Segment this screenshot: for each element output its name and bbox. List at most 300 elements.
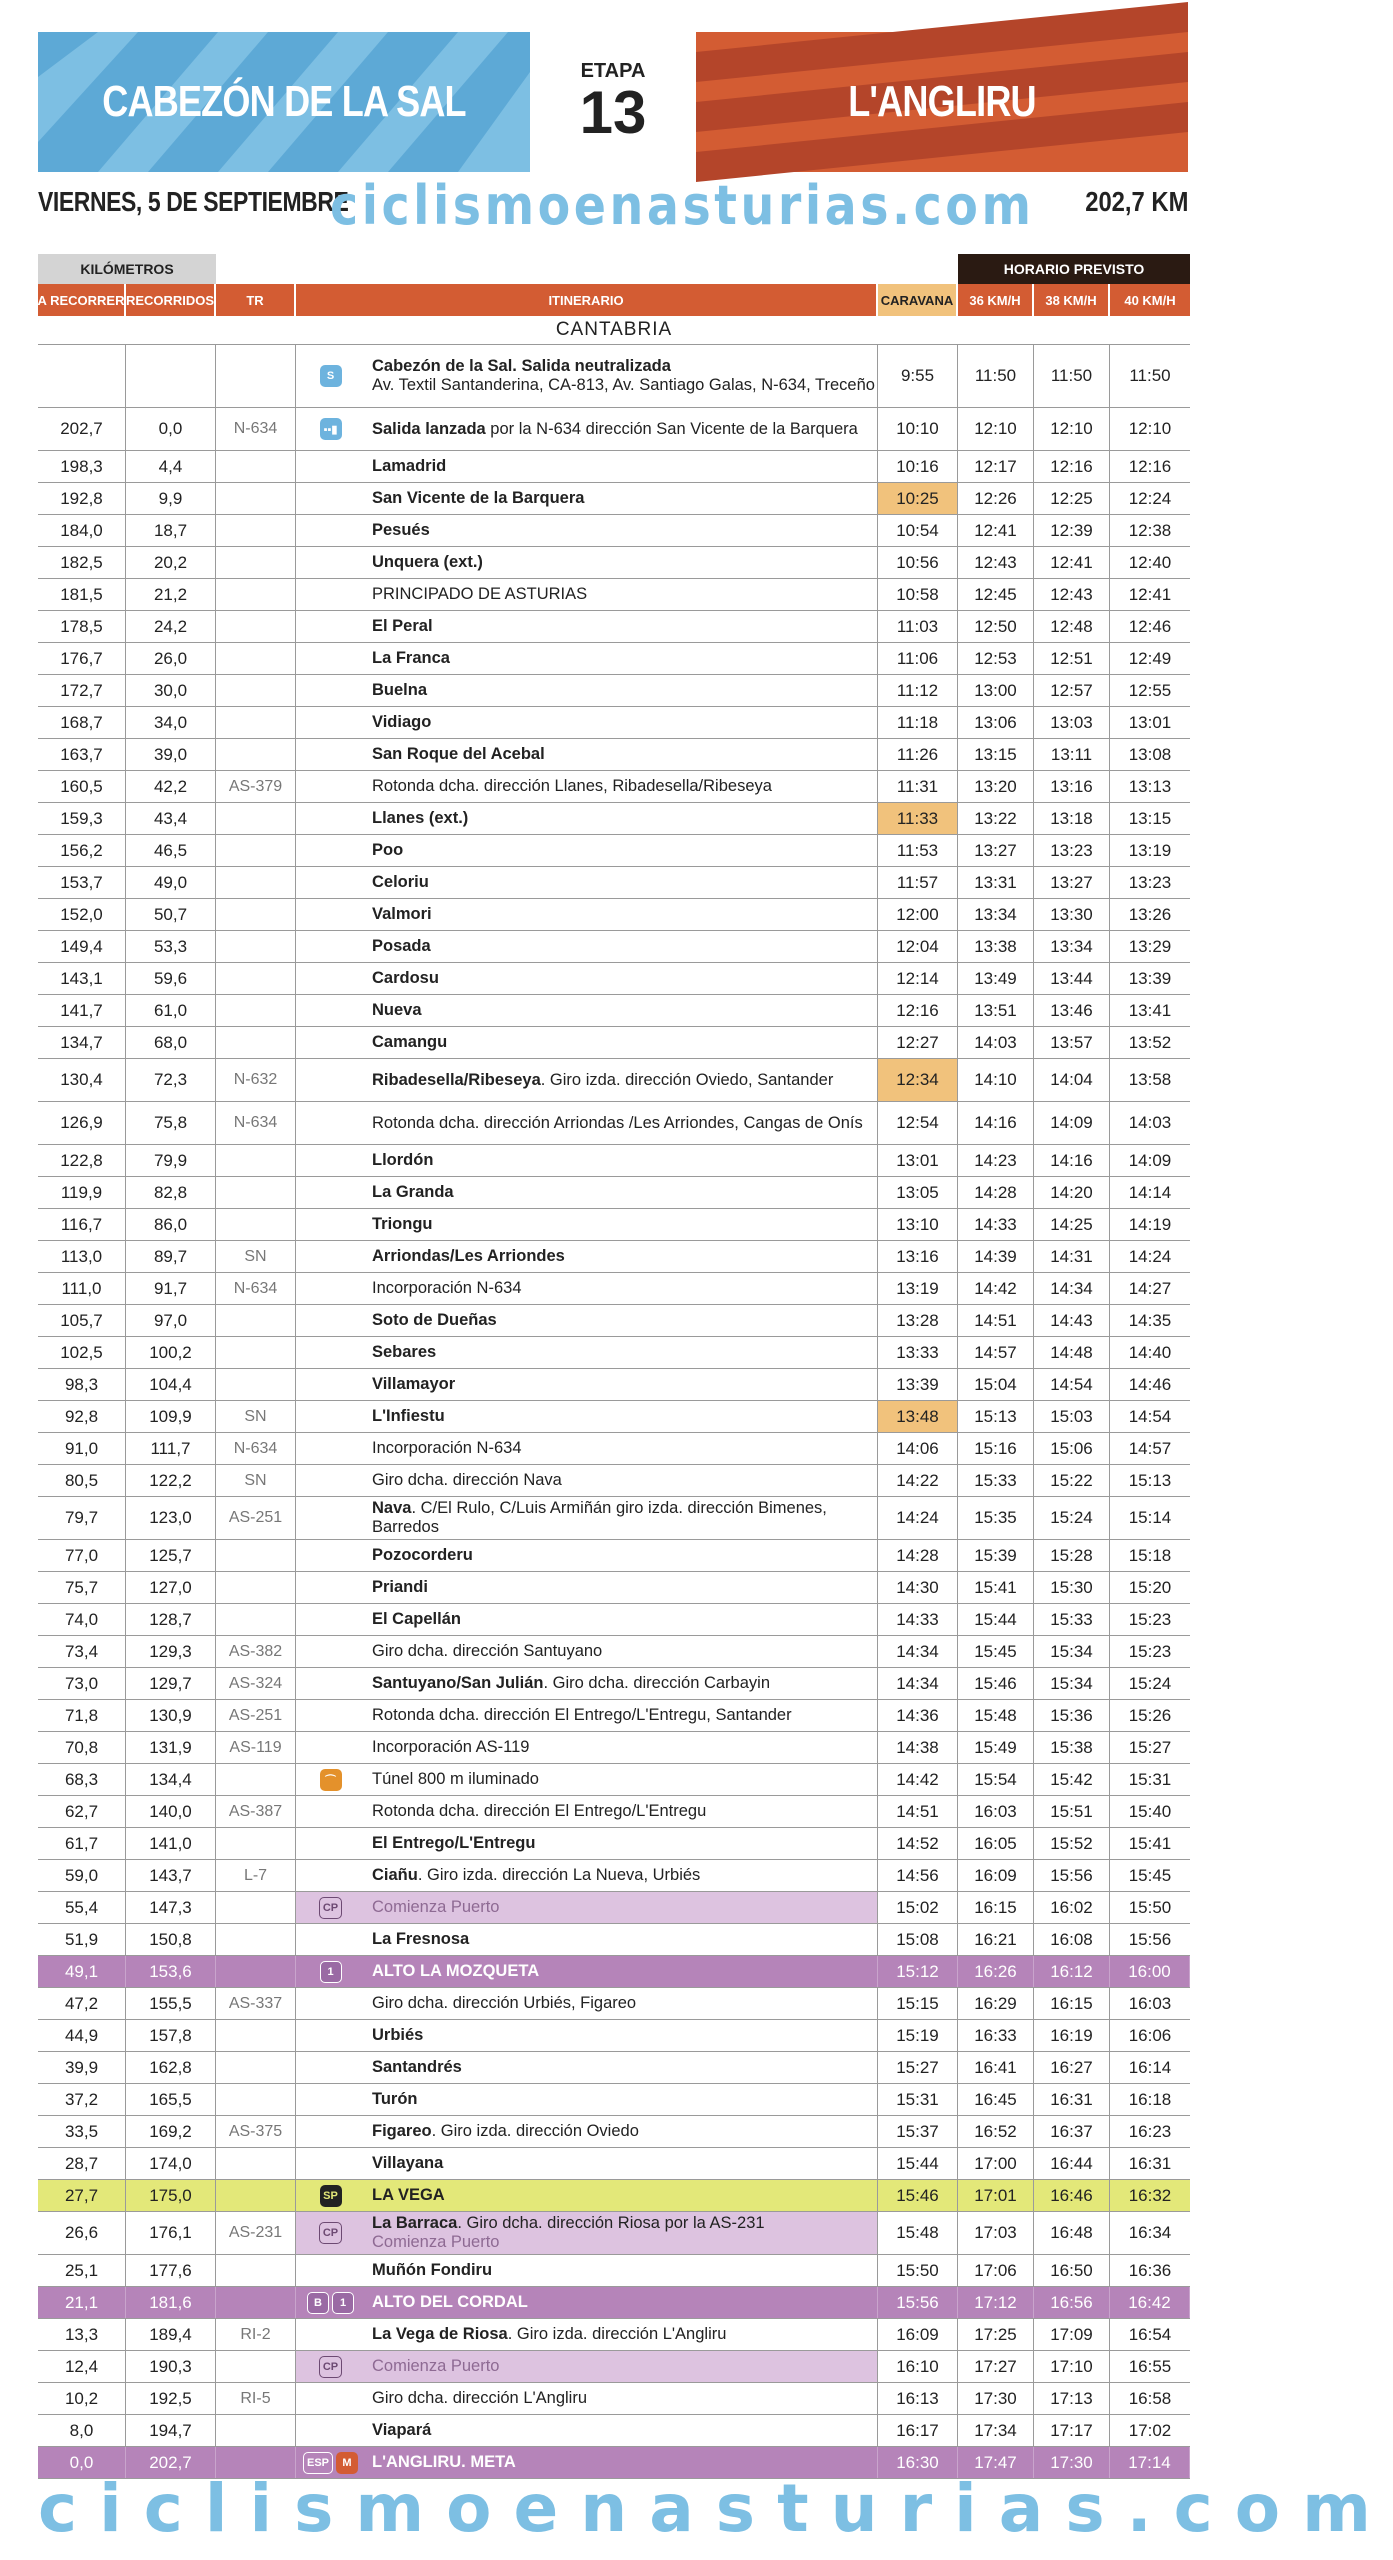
time-40: 16:34 [1128,2223,1172,2242]
itinerary-text [372,1471,562,1490]
time-40: 13:29 [1128,936,1172,956]
time-38: 13:34 [1034,931,1110,962]
km-covered: 134,4 [126,1764,216,1795]
itinerary-text [372,1001,422,1020]
marker-cell [296,1497,368,1539]
road-code [216,2020,296,2051]
marker-cell [296,1860,368,1891]
km-remaining: 10,2 [38,2383,126,2414]
itinerary-cell [368,515,878,546]
header-a-recorrer: A RECORRER [38,284,126,316]
stage-banner [38,32,1188,172]
place-name: La Granda [372,1183,454,1201]
km-covered: 141,0 [126,1828,216,1859]
caravan-time: 13:16 [878,1241,958,1272]
time-38: 15:06 [1034,1433,1110,1464]
itinerary-text [372,617,433,636]
time-36: 13:49 [958,963,1034,994]
caravan-time: 9:55 [878,345,958,407]
road-code [216,1828,296,1859]
marker-cell [296,2116,368,2147]
km-covered: 82,8 [126,1177,216,1208]
caravan-time: 14:34 [878,1636,958,1667]
marker-cell [296,515,368,546]
km-remaining: 141,7 [38,995,126,1026]
time-38: 12:39 [1034,515,1110,546]
road-code [216,2084,296,2115]
km-covered: 140,0 [126,1796,216,1827]
time-36: 14:57 [958,1337,1034,1368]
time-38: 13:03 [1034,707,1110,738]
marker-cell [296,803,368,834]
time-38: 16:31 [1034,2084,1110,2115]
marker-cell [296,771,368,802]
marker-cell [296,611,368,642]
time-40: 15:18 [1128,1545,1172,1565]
km-covered: 46,5 [126,835,216,866]
table-row [38,1668,1190,1700]
time-38: 14:54 [1034,1369,1110,1400]
itinerary-cell [368,1604,878,1635]
place-name: Viapará [372,2421,432,2439]
time-38: 16:19 [1034,2020,1110,2051]
caravan-time: 14:06 [878,1433,958,1464]
marker-cell [296,2415,368,2446]
km-covered: 123,0 [126,1497,216,1539]
time-38: 14:16 [1034,1145,1110,1176]
road-code [216,1027,296,1058]
time-40: 17:14 [1110,2447,1190,2478]
time-38: 15:24 [1034,1497,1110,1539]
place-name: Triongu [372,1215,433,1233]
itinerary-text [372,2058,462,2077]
stage-info [38,174,1188,237]
table-row [38,1636,1190,1668]
time-38: 15:34 [1034,1636,1110,1667]
caravan-time: 13:39 [878,1369,958,1400]
km-covered: 68,0 [126,1027,216,1058]
itinerary-cell [368,1273,878,1304]
time-36: 14:42 [958,1273,1034,1304]
itinerary-cell [368,835,878,866]
time-40: 12:55 [1128,680,1172,700]
time-38: 15:52 [1034,1828,1110,1859]
road-code [216,2148,296,2179]
road-code: N-634 [216,1102,296,1144]
place-name: Sebares [372,1343,437,1361]
time-38: 16:44 [1034,2148,1110,2179]
time-38: 13:18 [1034,803,1110,834]
caravan-time: 11:31 [878,771,958,802]
km-remaining: 12,4 [38,2351,126,2382]
itinerary-text [372,2090,418,2109]
time-40: 16:55 [1128,2356,1172,2376]
caravan-time: 13:01 [878,1145,958,1176]
directions: Túnel 800 m iluminado [372,1770,539,1788]
km-remaining: 13,3 [38,2319,126,2350]
km-covered: 176,1 [126,2212,216,2254]
itinerary-text [372,1279,522,1298]
time-36: 14:39 [958,1241,1034,1272]
km-remaining: 73,4 [38,1636,126,1667]
time-40: 13:58 [1128,1070,1172,1089]
road-code: L-7 [216,1860,296,1891]
time-40: 14:24 [1128,1246,1172,1266]
time-36: 12:53 [958,643,1034,674]
time-36: 16:15 [958,1892,1034,1923]
time-40: 15:40 [1128,1801,1172,1821]
footer-site[interactable]: ciclismoenasturias.com [38,2470,1393,2547]
itinerary-text [372,1183,454,1202]
table-row [38,1027,1190,1059]
marker-cell [296,1145,368,1176]
km-remaining: 49,1 [38,1956,126,1987]
itinerary-text [372,1311,497,1330]
time-40: 17:02 [1128,2420,1172,2440]
time-38: 15:28 [1034,1540,1110,1571]
caravan-time: 14:36 [878,1700,958,1731]
time-36: 14:51 [958,1305,1034,1336]
place-name: Unquera (ext.) [372,553,483,571]
marker-cell [296,675,368,706]
caravan-time: 16:10 [878,2351,958,2382]
table-row [38,2415,1190,2447]
place-name: Poo [372,841,404,859]
header-tr: TR [216,284,296,316]
caravan-time: 14:52 [878,1828,958,1859]
marker-cell [296,1273,368,1304]
time-40: 16:42 [1110,2287,1190,2318]
directions: . Giro dcha. dirección Riosa por la AS-231 [457,2214,765,2232]
caravan-time: 10:56 [878,547,958,578]
itinerary-cell [368,1027,878,1058]
time-38: 15:38 [1034,1732,1110,1763]
table-row [38,963,1190,995]
road-code [216,707,296,738]
itinerary-cell [368,1433,878,1464]
time-40: 15:45 [1128,1865,1172,1885]
time-36: 16:05 [958,1828,1034,1859]
road-code [216,1892,296,1923]
caravan-time: 15:15 [878,1988,958,2019]
place-name: San Vicente de la Barquera [372,489,585,507]
caravan-time: 12:27 [878,1027,958,1058]
itinerary-cell [368,1059,878,1101]
place-name: LA VEGA [372,2186,445,2204]
directions: Incorporación AS-119 [372,1738,530,1756]
header-38: 38 KM/H [1034,284,1110,316]
time-40: 16:32 [1128,2185,1172,2205]
road-code [216,1572,296,1603]
time-36: 17:06 [958,2255,1034,2286]
place-name: Ciañu [372,1866,418,1884]
table-row [38,579,1190,611]
time-38: 13:57 [1034,1027,1110,1058]
itinerary-text [372,1407,445,1426]
table-row [38,515,1190,547]
directions: Giro dcha. dirección Nava [372,1471,562,1489]
place-name: ALTO DEL CORDAL [372,2293,528,2311]
time-38: 12:48 [1034,611,1110,642]
time-40: 14:57 [1128,1438,1172,1458]
km-remaining: 192,8 [38,483,126,514]
time-40: 15:41 [1128,1833,1172,1853]
table-row [38,2116,1190,2148]
site-link[interactable]: ciclismoenasturias.com [330,174,1035,237]
time-36: 16:26 [958,1956,1034,1987]
caravan-time: 11:26 [878,739,958,770]
itinerary-cell [368,483,878,514]
table-row [38,1209,1190,1241]
km-remaining: 160,5 [38,771,126,802]
time-38: 15:03 [1034,1401,1110,1432]
finish-icon: M [336,2452,358,2474]
table-row [38,1369,1190,1401]
marker-cell [296,2255,368,2286]
km-remaining: 149,4 [38,931,126,962]
caravan-time: 13:10 [878,1209,958,1240]
km-covered: 21,2 [126,579,216,610]
table-row [38,1860,1190,1892]
road-code [216,451,296,482]
caravan-time: 12:00 [878,899,958,930]
climb-start-icon: CP [319,2356,342,2378]
start-neutral-icon: S [320,365,342,387]
marker-cell [296,1636,368,1667]
time-38: 15:34 [1034,1668,1110,1699]
caravan-time: 13:33 [878,1337,958,1368]
caravan-time: 14:28 [878,1540,958,1571]
marker-cell [296,547,368,578]
itinerary-cell [368,899,878,930]
section-cantabria: CANTABRIA [38,316,1190,345]
time-40: 13:08 [1128,744,1172,764]
itinerary-cell [368,1102,878,1144]
road-code: SN [216,1401,296,1432]
start-flag-icon: ▪▪▮ [320,418,342,440]
time-36: 15:45 [958,1636,1034,1667]
time-36: 15:13 [958,1401,1034,1432]
km-covered: 111,7 [126,1433,216,1464]
time-36: 12:43 [958,547,1034,578]
itinerary-cell [368,2020,878,2051]
header-itinerario: ITINERARIO [296,284,878,316]
table-row [38,1273,1190,1305]
caravan-time: 13:05 [878,1177,958,1208]
km-remaining: 62,7 [38,1796,126,1827]
place-name: Turón [372,2090,418,2108]
time-36: 14:33 [958,1209,1034,1240]
time-36: 17:03 [958,2212,1034,2254]
km-remaining: 39,9 [38,2052,126,2083]
time-38: 16:12 [1034,1956,1110,1987]
km-remaining: 156,2 [38,835,126,866]
marker-cell [296,1059,368,1101]
directions: . Giro izda. dirección Oviedo [431,2122,639,2140]
marker-cell [296,1027,368,1058]
table-row [38,1988,1190,2020]
km-covered: 147,3 [126,1892,216,1923]
itinerary-cell [368,771,878,802]
marker-cell [296,1764,368,1795]
stage-distance: 202,7 KM [1084,186,1188,217]
caravan-time: 11:12 [878,675,958,706]
km-covered: 162,8 [126,2052,216,2083]
directions: Incorporación N-634 [372,1439,522,1457]
itinerary-cell [368,1860,878,1891]
itinerary-text [372,1802,706,1821]
time-36: 15:33 [958,1465,1034,1496]
place-name: Priandi [372,1578,428,1596]
time-36: 13:00 [958,675,1034,706]
road-code: AS-387 [216,1796,296,1827]
time-40: 14:03 [1128,1113,1172,1132]
directions: Rotonda dcha. dirección El Entrego/L'Entregu [372,1802,707,1820]
place-name: Villayana [372,2154,444,2172]
itinerary-cell [368,963,878,994]
km-remaining: 184,0 [38,515,126,546]
table-row [38,835,1190,867]
marker-cell [296,1540,368,1571]
time-36: 15:16 [958,1433,1034,1464]
directions: Av. Textil Santanderina, CA-813, Av. Santiago Galas, N-634, Treceño [372,376,875,394]
marker-cell [296,1924,368,1955]
directions: Incorporación N-634 [372,1279,522,1297]
header-recorridos: RECORRIDOS [126,284,216,316]
road-code [216,2287,296,2318]
km-covered: 125,7 [126,1540,216,1571]
road-code: AS-231 [216,2212,296,2254]
time-40: 13:41 [1128,1000,1172,1020]
km-covered: 79,9 [126,1145,216,1176]
time-36: 14:10 [958,1059,1034,1101]
km-covered: 100,2 [126,1337,216,1368]
directions: PRINCIPADO DE ASTURIAS [372,585,588,603]
itinerary-text [372,1033,447,1052]
itinerary-text [372,1578,428,1597]
itinerary-text [372,1343,436,1362]
itinerary-text [372,2421,431,2440]
table-row [38,483,1190,515]
km-covered: 26,0 [126,643,216,674]
table-row [38,995,1190,1027]
time-40: 12:49 [1128,648,1172,668]
time-36: 12:26 [958,483,1034,514]
caravan-time: 16:13 [878,2383,958,2414]
itinerary-text [372,1546,473,1565]
itinerary-text [372,1674,770,1693]
itinerary-text [372,1834,535,1853]
table-row [38,1604,1190,1636]
km-covered: 49,0 [126,867,216,898]
time-40: 12:40 [1128,552,1172,572]
table-row [38,1572,1190,1604]
table-row [38,408,1190,451]
itinerary-cell [368,408,878,450]
itinerary-cell [368,1540,878,1571]
place-name: Valmori [372,905,432,923]
itinerary-text [372,1866,700,1885]
km-covered: 0,0 [126,408,216,450]
time-36: 15:35 [958,1497,1034,1539]
km-covered: 129,7 [126,1668,216,1699]
climb-note: Comienza Puerto [372,2233,500,2251]
km-covered: 20,2 [126,547,216,578]
itinerary-text [372,1706,792,1725]
itinerary-text [372,489,584,508]
km-covered: 192,5 [126,2383,216,2414]
caravan-time: 14:34 [878,1668,958,1699]
table-row [38,1241,1190,1273]
km-covered: 91,7 [126,1273,216,1304]
itinerary-text [372,649,450,668]
km-remaining: 28,7 [38,2148,126,2179]
road-code [216,611,296,642]
marker-cell [296,2052,368,2083]
km-remaining: 116,7 [38,1209,126,1240]
time-40: 13:52 [1128,1032,1172,1052]
time-38: 16:48 [1034,2212,1110,2254]
time-36: 17:47 [958,2447,1034,2478]
time-36: 13:06 [958,707,1034,738]
time-36: 13:31 [958,867,1034,898]
group-km: KILÓMETROS [38,254,216,284]
table-row [38,1700,1190,1732]
road-code: AS-382 [216,1636,296,1667]
time-36: 17:34 [958,2415,1034,2446]
km-remaining: 77,0 [38,1540,126,1571]
itinerary-cell [368,579,878,610]
table-row [38,2319,1190,2351]
directions: . Giro izda. dirección La Nueva, Urbiés [417,1866,701,1884]
itinerary-cell [368,643,878,674]
caravan-time: 15:46 [878,2180,958,2211]
table-row [38,2212,1190,2255]
itinerary-text [372,905,432,924]
caravan-time: 16:30 [878,2447,958,2478]
km-covered: 157,8 [126,2020,216,2051]
km-remaining: 178,5 [38,611,126,642]
marker-cell [296,1796,368,1827]
marker-cell [296,2020,368,2051]
special-category-icon: ESP [303,2452,333,2474]
itinerary-cell [368,739,878,770]
road-code [216,1337,296,1368]
road-code: RI-5 [216,2383,296,2414]
km-remaining: 25,1 [38,2255,126,2286]
itinerary-table [38,254,1190,2479]
road-code [216,1145,296,1176]
itinerary-cell [368,1305,878,1336]
time-36: 16:03 [958,1796,1034,1827]
itinerary-text [372,1439,522,1458]
place-name: La Barraca [372,2214,458,2232]
caravan-time: 16:09 [878,2319,958,2350]
time-40: 13:19 [1128,840,1172,860]
time-40: 16:06 [1128,2025,1172,2045]
marker-cell [296,1465,368,1496]
table-row [38,1401,1190,1433]
km-remaining: 134,7 [38,1027,126,1058]
itinerary-cell [368,1401,878,1432]
km-covered: 61,0 [126,995,216,1026]
marker-cell [296,1401,368,1432]
itinerary-cell [368,2052,878,2083]
itinerary-cell [368,931,878,962]
itinerary-cell [368,707,878,738]
marker-cell [296,2180,368,2211]
table-row [38,867,1190,899]
